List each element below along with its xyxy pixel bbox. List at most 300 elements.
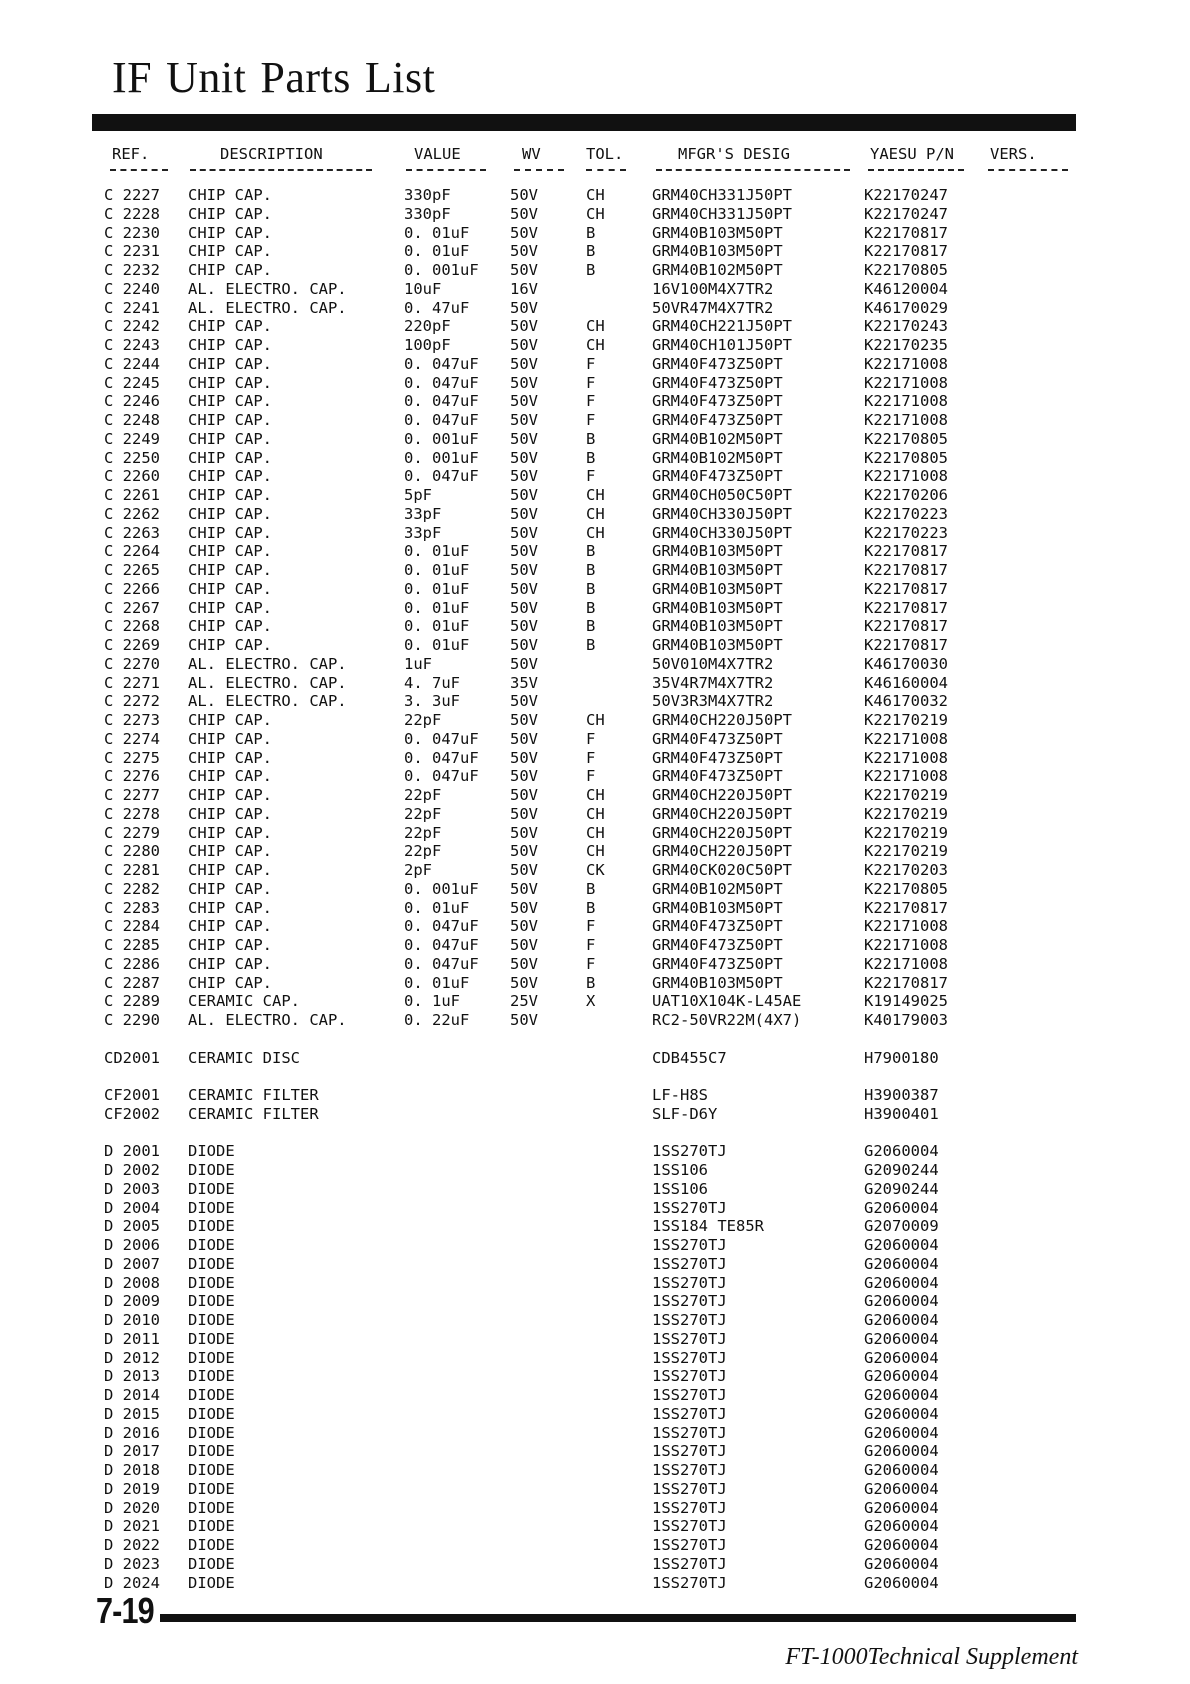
table-row [104, 299, 1084, 318]
part-description: DIODE [188, 1386, 235, 1404]
part-ref: C 2275 [104, 748, 160, 767]
part-ref: C 2269 [104, 636, 160, 654]
part-mfgr-desig: GRM40B102M50PT [652, 429, 783, 448]
part-description: DIODE [188, 1348, 235, 1367]
part-mfgr-desig: 1SS270TJ [652, 1273, 727, 1292]
part-value: 100pF [404, 336, 451, 354]
part-yaesu-pn: G2060004 [864, 1367, 939, 1386]
part-description: DIODE [188, 1498, 235, 1517]
part-mfgr-desig: GRM40CH331J50PT [652, 204, 792, 223]
part-description: DIODE [188, 1536, 235, 1554]
part-ref: C 2230 [104, 223, 160, 242]
part-description: CERAMIC FILTER [188, 1104, 319, 1123]
table-row [104, 636, 1084, 655]
part-yaesu-pn: G2060004 [864, 1442, 939, 1461]
table-row [104, 224, 1084, 243]
part-ref: D 2007 [104, 1254, 160, 1273]
table-row [104, 430, 1084, 449]
part-ref: D 2012 [104, 1348, 160, 1367]
part-tol: CH [586, 842, 605, 861]
part-description: CHIP CAP. [188, 523, 272, 542]
part-tol: F [586, 467, 596, 486]
page-number: 7-19 [96, 1590, 154, 1631]
part-wv: 50V [510, 204, 538, 223]
part-value: 0. 22uF [404, 1011, 470, 1029]
part-description: CHIP CAP. [188, 411, 272, 429]
part-description: CHIP CAP. [188, 617, 272, 636]
part-yaesu-pn: K22171008 [864, 354, 948, 373]
part-wv: 50V [510, 223, 538, 242]
part-value: 0. 047uF [404, 729, 479, 748]
part-description: CHIP CAP. [188, 542, 272, 561]
part-tol: CH [586, 711, 605, 729]
part-value: 0. 001uF [404, 429, 479, 448]
table-row [104, 1142, 1084, 1161]
part-description: CERAMIC DISC [188, 1048, 300, 1067]
part-mfgr-desig: GRM40CH220J50PT [652, 823, 792, 842]
part-mfgr-desig: UAT10X104K-L45AE [652, 992, 802, 1011]
part-tol: B [586, 898, 596, 917]
part-yaesu-pn: H7900180 [864, 1048, 939, 1067]
title-word: List [364, 53, 436, 102]
part-wv: 50V [510, 373, 538, 392]
table-row [104, 280, 1084, 299]
part-ref: C 2273 [104, 711, 160, 729]
part-mfgr-desig: GRM40CH220J50PT [652, 786, 792, 804]
part-ref: C 2274 [104, 729, 160, 748]
part-description: CHIP CAP. [188, 373, 272, 392]
part-wv: 50V [510, 861, 538, 879]
part-mfgr-desig: 1SS270TJ [652, 1236, 727, 1254]
col-header-value: VALUE [414, 145, 461, 163]
table-row [104, 486, 1084, 505]
part-tol: X [586, 992, 596, 1011]
part-yaesu-pn: K22170817 [864, 223, 948, 242]
part-value: 33pF [404, 504, 442, 523]
part-wv: 25V [510, 992, 538, 1011]
table-row [104, 617, 1084, 636]
part-wv: 50V [510, 542, 538, 561]
table-row [104, 1461, 1084, 1480]
part-ref: C 2278 [104, 804, 160, 823]
part-description: CHIP CAP. [188, 261, 272, 279]
part-tol: CH [586, 204, 605, 223]
table-row [104, 805, 1084, 824]
part-description: DIODE [188, 1142, 235, 1161]
col-header-tol: TOL. [586, 145, 624, 163]
part-description: AL. ELECTRO. CAP. [188, 673, 347, 692]
table-row [104, 880, 1084, 899]
part-value: 1uF [404, 654, 432, 673]
part-mfgr-desig: GRM40F473Z50PT [652, 936, 783, 954]
part-tol: CH [586, 804, 605, 823]
part-description: DIODE [188, 1423, 235, 1442]
part-yaesu-pn: K22171008 [864, 392, 948, 411]
part-yaesu-pn: K22170223 [864, 523, 948, 542]
part-ref: C 2261 [104, 486, 160, 504]
part-value: 0. 047uF [404, 954, 479, 973]
part-description: DIODE [188, 1179, 235, 1198]
part-yaesu-pn: K22171008 [864, 917, 948, 936]
table-row [104, 392, 1084, 411]
table-row [104, 899, 1084, 918]
part-tol: CH [586, 523, 605, 542]
part-wv: 50V [510, 898, 538, 917]
part-ref: D 2021 [104, 1517, 160, 1536]
part-description: CHIP CAP. [188, 317, 272, 336]
part-wv: 50V [510, 654, 538, 673]
part-tol: B [586, 617, 596, 636]
part-description: CHIP CAP. [188, 429, 272, 448]
part-ref: C 2242 [104, 317, 160, 336]
table-row [104, 749, 1084, 768]
part-description: CHIP CAP. [188, 636, 272, 654]
table-row [104, 917, 1084, 936]
part-yaesu-pn: G2060004 [864, 1236, 939, 1254]
part-mfgr-desig: 50VR47M4X7TR2 [652, 298, 774, 317]
table-row [104, 692, 1084, 711]
table-row [104, 1086, 1084, 1105]
table-header [108, 145, 1088, 163]
part-mfgr-desig: GRM40B103M50PT [652, 973, 783, 992]
part-yaesu-pn: G2060004 [864, 1142, 939, 1161]
part-yaesu-pn: K22170805 [864, 429, 948, 448]
col-header-vers: VERS. [990, 145, 1037, 163]
part-wv: 50V [510, 692, 538, 711]
part-description: CHIP CAP. [188, 598, 272, 617]
part-tol: B [586, 242, 596, 261]
part-ref: C 2232 [104, 261, 160, 279]
part-ref: D 2005 [104, 1217, 160, 1236]
part-tol: B [586, 448, 596, 467]
part-ref: C 2249 [104, 429, 160, 448]
table-row [104, 1442, 1084, 1461]
part-mfgr-desig: 1SS270TJ [652, 1198, 727, 1217]
part-mfgr-desig: GRM40F473Z50PT [652, 917, 783, 936]
part-value: 220pF [404, 317, 451, 336]
table-row [104, 336, 1084, 355]
part-mfgr-desig: 1SS270TJ [652, 1536, 727, 1554]
part-description: DIODE [188, 1217, 235, 1236]
table-row [104, 242, 1084, 261]
table-row [104, 580, 1084, 599]
part-ref: C 2277 [104, 786, 160, 804]
part-mfgr-desig: 50V010M4X7TR2 [652, 654, 774, 673]
part-value: 0. 1uF [404, 992, 460, 1011]
part-ref: C 2245 [104, 373, 160, 392]
table-row [104, 1217, 1084, 1236]
part-ref: D 2013 [104, 1367, 160, 1386]
part-ref: C 2228 [104, 204, 160, 223]
part-wv: 50V [510, 842, 538, 861]
part-description: CHIP CAP. [188, 354, 272, 373]
part-description: AL. ELECTRO. CAP. [188, 654, 347, 673]
part-ref: C 2244 [104, 354, 160, 373]
part-wv: 50V [510, 354, 538, 373]
part-description: DIODE [188, 1292, 235, 1311]
part-description: DIODE [188, 1161, 235, 1179]
part-mfgr-desig: GRM40B103M50PT [652, 242, 783, 261]
part-mfgr-desig: GRM40F473Z50PT [652, 954, 783, 973]
table-row [104, 936, 1084, 955]
table-row [104, 1405, 1084, 1424]
part-tol: B [586, 973, 596, 992]
part-wv: 50V [510, 711, 538, 729]
header-underline [108, 163, 1088, 177]
table-row [104, 992, 1084, 1011]
table-row [104, 374, 1084, 393]
part-yaesu-pn: K22171008 [864, 748, 948, 767]
table-row [104, 1049, 1084, 1068]
part-yaesu-pn: K22170817 [864, 636, 948, 654]
part-yaesu-pn: G2060004 [864, 1461, 939, 1479]
part-mfgr-desig: 1SS270TJ [652, 1404, 727, 1423]
part-yaesu-pn: G2060004 [864, 1273, 939, 1292]
part-value: 0. 01uF [404, 579, 470, 598]
table-row [104, 449, 1084, 468]
part-wv: 50V [510, 823, 538, 842]
part-mfgr-desig: GRM40CK020C50PT [652, 861, 792, 879]
part-description: CHIP CAP. [188, 898, 272, 917]
part-value: 0. 047uF [404, 917, 479, 936]
part-yaesu-pn: G2060004 [864, 1348, 939, 1367]
col-header-yaesu-pn: YAESU P/N [870, 145, 954, 163]
part-description: AL. ELECTRO. CAP. [188, 1011, 347, 1029]
part-value: 0. 01uF [404, 242, 470, 261]
part-value: 0. 047uF [404, 411, 479, 429]
part-mfgr-desig: GRM40CH331J50PT [652, 186, 792, 204]
part-value: 0. 047uF [404, 354, 479, 373]
parts-table-body [104, 186, 1084, 1592]
part-ref: C 2285 [104, 936, 160, 954]
part-mfgr-desig: 1SS270TJ [652, 1517, 727, 1536]
part-yaesu-pn: G2090244 [864, 1179, 939, 1198]
part-value: 0. 047uF [404, 936, 479, 954]
table-row [104, 1236, 1084, 1255]
part-description: CHIP CAP. [188, 336, 272, 354]
part-mfgr-desig: 1SS270TJ [652, 1329, 727, 1348]
part-ref: C 2262 [104, 504, 160, 523]
part-value: 0. 47uF [404, 298, 470, 317]
part-ref: D 2003 [104, 1179, 160, 1198]
part-yaesu-pn: K22170817 [864, 561, 948, 579]
part-description: CHIP CAP. [188, 729, 272, 748]
part-tol: B [586, 542, 596, 561]
part-mfgr-desig: GRM40F473Z50PT [652, 767, 783, 786]
part-description: DIODE [188, 1479, 235, 1498]
part-wv: 50V [510, 636, 538, 654]
part-wv: 50V [510, 1011, 538, 1029]
part-yaesu-pn: G2060004 [864, 1536, 939, 1554]
part-mfgr-desig: GRM40CH101J50PT [652, 336, 792, 354]
part-tol: F [586, 936, 596, 954]
part-value: 22pF [404, 823, 442, 842]
part-ref: C 2284 [104, 917, 160, 936]
part-ref: C 2283 [104, 898, 160, 917]
part-ref: C 2279 [104, 823, 160, 842]
part-yaesu-pn: G2060004 [864, 1423, 939, 1442]
part-ref: D 2014 [104, 1386, 160, 1404]
part-value: 0. 01uF [404, 617, 470, 636]
part-ref: D 2024 [104, 1573, 160, 1592]
col-header-mfgr: MFGR'S DESIG [678, 145, 790, 163]
part-mfgr-desig: 1SS184 TE85R [652, 1217, 764, 1236]
part-wv: 50V [510, 561, 538, 579]
part-description: AL. ELECTRO. CAP. [188, 692, 347, 711]
part-ref: CD2001 [104, 1048, 160, 1067]
part-ref: C 2240 [104, 279, 160, 298]
part-tol: CH [586, 504, 605, 523]
part-description: CHIP CAP. [188, 504, 272, 523]
title-rule [92, 114, 1076, 131]
part-yaesu-pn: G2060004 [864, 1404, 939, 1423]
part-mfgr-desig: GRM40CH220J50PT [652, 842, 792, 861]
part-wv: 50V [510, 523, 538, 542]
part-description: CHIP CAP. [188, 823, 272, 842]
part-description: CHIP CAP. [188, 186, 272, 204]
part-ref: D 2011 [104, 1329, 160, 1348]
part-mfgr-desig: GRM40B103M50PT [652, 561, 783, 579]
part-description: CHIP CAP. [188, 954, 272, 973]
part-description: DIODE [188, 1461, 235, 1479]
part-value: 330pF [404, 186, 451, 204]
part-value: 0. 01uF [404, 636, 470, 654]
part-description: CERAMIC FILTER [188, 1086, 319, 1104]
part-yaesu-pn: K22170219 [864, 842, 948, 861]
part-value: 0. 001uF [404, 448, 479, 467]
part-yaesu-pn: G2060004 [864, 1386, 939, 1404]
part-ref: C 2290 [104, 1011, 160, 1029]
part-wv: 50V [510, 973, 538, 992]
part-yaesu-pn: K22170206 [864, 486, 948, 504]
table-row [104, 955, 1084, 974]
part-value: 0. 047uF [404, 392, 479, 411]
part-yaesu-pn: K40179003 [864, 1011, 948, 1029]
part-mfgr-desig: 1SS270TJ [652, 1311, 727, 1329]
part-value: 22pF [404, 711, 442, 729]
part-tol: B [586, 261, 596, 279]
table-row [104, 1180, 1084, 1199]
part-value: 0. 01uF [404, 542, 470, 561]
part-mfgr-desig: GRM40CH220J50PT [652, 804, 792, 823]
part-yaesu-pn: K22170817 [864, 973, 948, 992]
part-tol: CK [586, 861, 605, 879]
part-mfgr-desig: GRM40B103M50PT [652, 898, 783, 917]
table-row [104, 1199, 1084, 1218]
part-yaesu-pn: K22171008 [864, 767, 948, 786]
part-description: CHIP CAP. [188, 448, 272, 467]
table-row [104, 1011, 1084, 1030]
part-wv: 50V [510, 786, 538, 804]
title-word: IF [112, 53, 153, 102]
table-row [104, 1311, 1084, 1330]
part-ref: C 2289 [104, 992, 160, 1011]
part-tol: CH [586, 823, 605, 842]
part-tol: F [586, 917, 596, 936]
part-yaesu-pn: G2060004 [864, 1198, 939, 1217]
part-wv: 50V [510, 486, 538, 504]
part-value: 0. 001uF [404, 261, 479, 279]
part-mfgr-desig: GRM40B103M50PT [652, 223, 783, 242]
part-description: CHIP CAP. [188, 767, 272, 786]
part-tol: CH [586, 317, 605, 336]
part-ref: C 2276 [104, 767, 160, 786]
part-yaesu-pn: K22170235 [864, 336, 948, 354]
part-mfgr-desig: 1SS270TJ [652, 1461, 727, 1479]
table-row [104, 1386, 1084, 1405]
col-header-wv: WV [522, 145, 541, 163]
part-value: 22pF [404, 804, 442, 823]
part-value: 22pF [404, 842, 442, 861]
part-description: CHIP CAP. [188, 561, 272, 579]
part-ref: C 2265 [104, 561, 160, 579]
part-ref: C 2263 [104, 523, 160, 542]
part-mfgr-desig: LF-H8S [652, 1086, 708, 1104]
part-mfgr-desig: GRM40B103M50PT [652, 598, 783, 617]
part-mfgr-desig: 1SS270TJ [652, 1292, 727, 1311]
table-row [104, 842, 1084, 861]
part-description: CHIP CAP. [188, 467, 272, 486]
part-mfgr-desig: GRM40B103M50PT [652, 542, 783, 561]
part-ref: C 2272 [104, 692, 160, 711]
part-wv: 50V [510, 242, 538, 261]
part-ref: C 2266 [104, 579, 160, 598]
part-ref: D 2019 [104, 1479, 160, 1498]
part-ref: C 2248 [104, 411, 160, 429]
part-yaesu-pn: K22170805 [864, 879, 948, 898]
part-wv: 50V [510, 186, 538, 204]
part-yaesu-pn: K22170817 [864, 617, 948, 636]
table-row [104, 467, 1084, 486]
part-yaesu-pn: G2060004 [864, 1554, 939, 1573]
part-mfgr-desig: 1SS270TJ [652, 1348, 727, 1367]
table-row [104, 561, 1084, 580]
part-yaesu-pn: K22170219 [864, 786, 948, 804]
part-description: CHIP CAP. [188, 842, 272, 861]
part-mfgr-desig: GRM40F473Z50PT [652, 354, 783, 373]
part-mfgr-desig: GRM40F473Z50PT [652, 467, 783, 486]
part-value: 0. 047uF [404, 767, 479, 786]
table-row [104, 1536, 1084, 1555]
part-mfgr-desig: 1SS270TJ [652, 1254, 727, 1273]
part-yaesu-pn: K46170029 [864, 298, 948, 317]
part-yaesu-pn: K22171008 [864, 954, 948, 973]
footer-rule [160, 1614, 1076, 1622]
part-yaesu-pn: K22170223 [864, 504, 948, 523]
part-ref: C 2287 [104, 973, 160, 992]
part-mfgr-desig: 1SS106 [652, 1161, 708, 1179]
part-description: CHIP CAP. [188, 748, 272, 767]
part-yaesu-pn: G2060004 [864, 1311, 939, 1329]
part-wv: 50V [510, 317, 538, 336]
part-wv: 50V [510, 504, 538, 523]
table-row [104, 186, 1084, 205]
part-ref: D 2002 [104, 1161, 160, 1179]
part-yaesu-pn: G2070009 [864, 1217, 939, 1236]
part-wv: 50V [510, 336, 538, 354]
part-yaesu-pn: G2060004 [864, 1254, 939, 1273]
part-tol: F [586, 729, 596, 748]
part-yaesu-pn: K22171008 [864, 467, 948, 486]
part-description: DIODE [188, 1404, 235, 1423]
part-mfgr-desig: CDB455C7 [652, 1048, 727, 1067]
table-row [104, 1105, 1084, 1124]
part-yaesu-pn: K46160004 [864, 673, 948, 692]
part-description: CHIP CAP. [188, 711, 272, 729]
table-row [104, 786, 1084, 805]
part-description: CHIP CAP. [188, 579, 272, 598]
part-description: CHIP CAP. [188, 392, 272, 411]
